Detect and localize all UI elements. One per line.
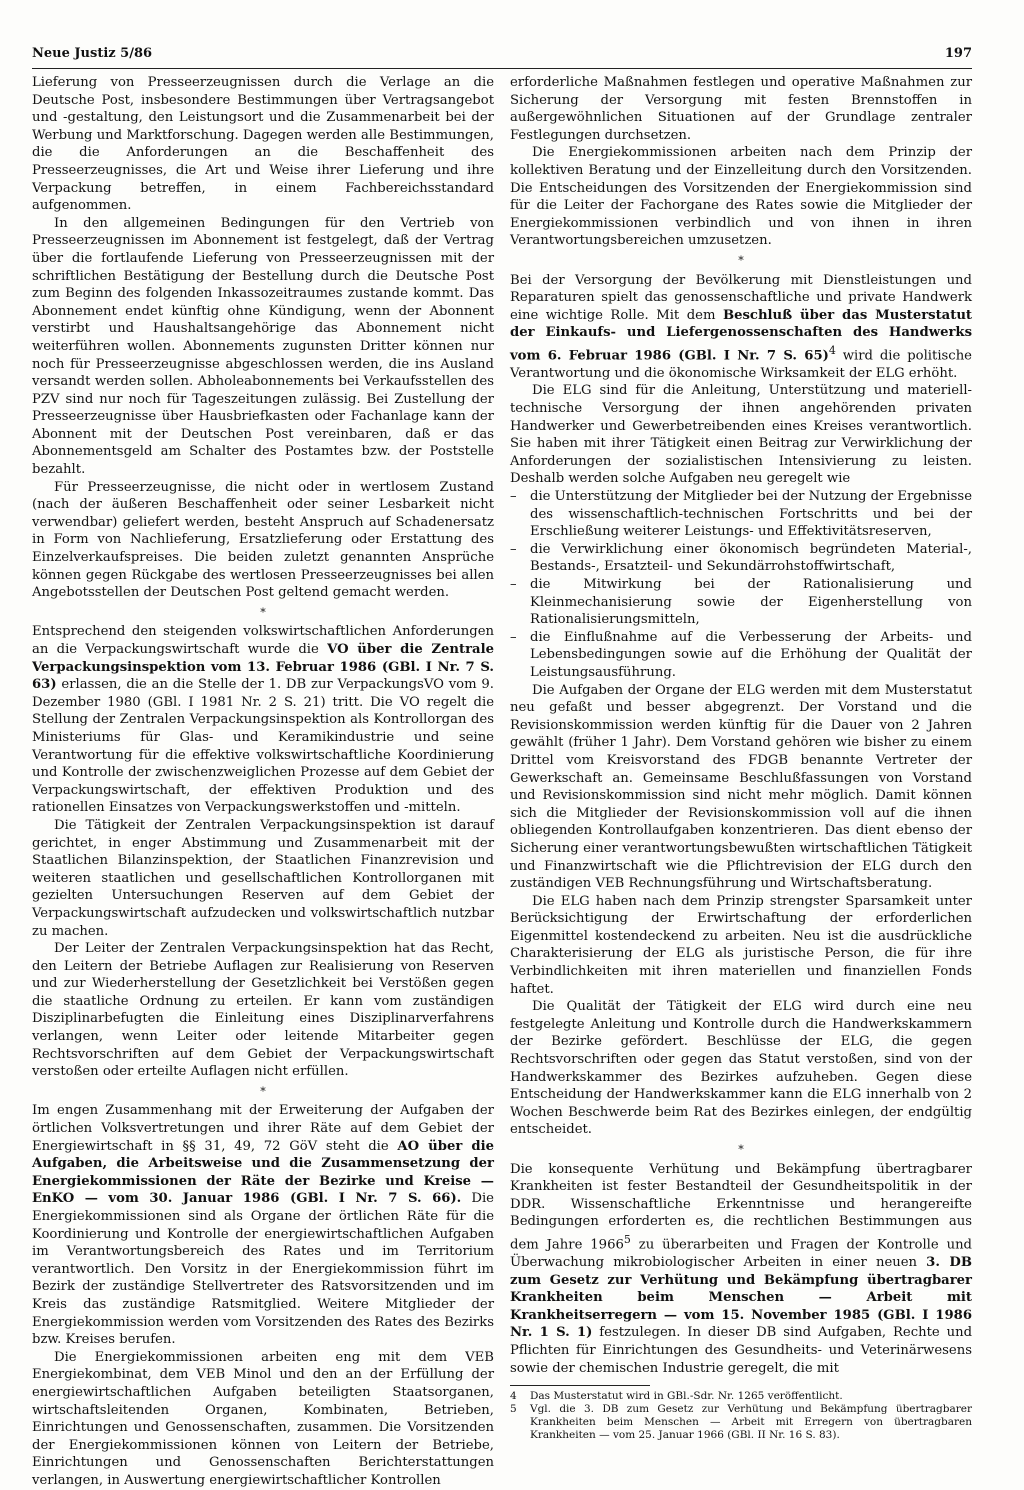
paragraph: erforderliche Maßnahmen festlegen und operative Maßnahmen zur Sicherung der Versorgung mit festen Brennstoffen in außergewöhnlichen Situationen auf der Grundlage zentraler Festlegungen durchsetzen. bbox=[510, 75, 972, 143]
paragraph: Die Energiekommissionen arbeiten nach dem Prinzip der kollektiven Beratung und der Einzelleitung durch den Vorsitzenden. Die Entscheidungen des Vorsitzenden der Energiekommission sind für die Leiter der Fachorgane des Rates sowie die Mitglieder der Energiekommissionen verbindlich und von ihnen in ihren Verantwortungsbereichen umzusetzen. bbox=[510, 145, 972, 249]
page-number: 197 bbox=[944, 46, 972, 61]
paragraph: Die ELG haben nach dem Prinzip strengster Sparsamkeit unter Berücksichtigung der Erwirtschaftung der erforderlichen Eigenmittel kostendeckend zu arbeiten. Neu ist die ausdrückliche Charakterisierung der ELG als juristische Person, die für ihre Verbindlichkeiten mit ihren materiellen und finanziellen Fonds haftet. bbox=[510, 893, 972, 997]
legal-reference: AO über die Aufgaben, die Arbeitsweise und die Zusammensetzung der Energiekommissionen der Räte der Bezirke und Kreise — EnKO — vom 30. Januar 1986 (GBl. I Nr. 7 S. 66). bbox=[32, 1138, 495, 1207]
header-rule bbox=[32, 68, 972, 69]
list-item: – die Verwirklichung einer ökonomisch begründeten Material-, Bestands-, Ersatzteil- und Sekundärrohstoffwirtschaft, bbox=[510, 541, 972, 576]
footnote-text: Das Musterstatut wird in GBl.-Sdr. Nr. 1265 veröffentlicht. bbox=[530, 1390, 843, 1403]
paragraph bbox=[32, 1102, 494, 1348]
paragraph: Die Energiekommissionen arbeiten eng mit dem VEB Energiekombinat, dem VEB Minol und den an der Erfüllung der energiewirtschaftlichen Aufgaben beteiligten Staatsorganen, wirtschaftsleitenden Organen, Kombinaten, Betrieben, Einrichtungen und Genossenschaften, zusammen. Die Vorsitzenden der Energiekommissionen können von Leitern der Betriebe, Einrichtungen und Genossenschaften Berichterstattungen verlangen, in Auswertung energiewirtschaftlicher Kontrollen bbox=[32, 1349, 494, 1488]
text-run: Im engen Zusammenhang mit der Erweiterung der Aufgaben der örtlichen Volksvertretungen und ihrer Räte auf dem Gebiet der Energiewirtschaft in §§ 31, 49, 72 GöV steht die bbox=[32, 1103, 494, 1154]
section-separator: * bbox=[260, 1084, 266, 1098]
running-header bbox=[32, 40, 972, 62]
text-run: Die Energiekommissionen sind als Organe der örtlichen Räte für die Koordinierung und Kontrolle der energiewirtschaftlichen Aufgaben im Verantwortungsbereich des Rates und im Territorium verantwortlich. Den Vorsitz in der Energiekommission führt im Bezirk der zuständige Stellvertreter des Ratsvorsitzenden und im Kreis das zuständige Ratsmitglied. Weitere Mitglieder der Energiekommission werden vom Vorsitzenden des Rates des Bezirks bzw. Kreises berufen. bbox=[32, 1191, 494, 1348]
paragraph: Die Tätigkeit der Zentralen Verpackungsinspektion ist darauf gerichtet, in enger Abstimmung und Zusammenarbeit mit der Staatlichen Bilanzinspektion, der Staatlichen Finanzrevision und weiteren staatlichen und gesellschaftlichen Kontrollorganen mit gezielten Untersuchungen Reserven auf dem Gebiet der Verpackungswirtschaft aufzudecken und volkswirtschaftlich nutzbar zu machen. bbox=[32, 817, 494, 939]
legal-reference: Beschluß über das Musterstatut der Einkaufs- und Liefergenossenschaften des Handwerks vom 6. Februar 1986 (GBl. I Nr. 7 S. 65) bbox=[510, 307, 972, 364]
paragraph: Die ELG sind für die Anleitung, Unterstützung und materiell-technische Versorgung der ihnen angehörenden privaten Handwerker und Gewerbetreibenden eines Kreises verantwortlich. Sie haben mit ihrer Tätigkeit einen Beitrag zur Verwirklichung der Anforderungen der sozialistischen Intensivierung zu leisten. Deshalb werden solche Aufgaben neu geregelt wie bbox=[510, 383, 972, 487]
list-item: – die Unterstützung der Mitglieder bei der Nutzung der Ergebnisse des wissenschaftlich-technischen Fortschritts und bei der Erschließung weiterer Leistungs- und Effektivitätsreserven, bbox=[510, 488, 972, 541]
section-separator: * bbox=[738, 253, 744, 267]
right-column bbox=[510, 74, 972, 1442]
paragraph: Lieferung von Presseerzeugnissen durch die Verlage an die Deutsche Post, insbesondere Bestimmungen über Vertragsangebot und -gestaltung, den Leistungsort und die Zusammenarbeit bei der Werbung und Marktforschung. Dagegen werden alle Bestimmungen, die die Anforderungen an die Beschaffenheit des Presseerzeugnisses, die Art und Weise ihrer Lieferung und ihre Verpackung betreffen, in einem Fachbereichsstandard aufgenommen. bbox=[32, 75, 494, 214]
footnote-text: Vgl. die 3. DB zum Gesetz zur Verhütung und Bekämpfung übertragbarer Krankheiten beim Menschen — Arbeit mit Erregern von übertragbaren Krankheiten — vom 25. Januar 1966 (GBl. II Nr. 16 S. 83). bbox=[530, 1403, 972, 1442]
text-run: erlassen, die an die Stelle der 1. DB zur VerpackungsVO vom 9. Dezember 1980 (GBl. I 1981 Nr. 2 S. 21) tritt. Die VO regelt die Stellung der Zentralen Verpackungsinspektion als Kontrollorgan des Ministeriums für Glas- und Keramikindustrie und seine Verantwortung für die effektive volkswirtschaftliche Koordinierung und Kontrolle der zwischenzweiglichen Prozesse auf dem Gebiet der Verpackungswirtschaft, der effektiven Produktion und des rationellen Einsatzes von Verpackungswerkstoffen und -mitteln. bbox=[32, 677, 494, 816]
footnote-number: 4 bbox=[510, 1390, 517, 1403]
footnote-ref: 4 bbox=[828, 343, 836, 357]
paragraph bbox=[510, 1161, 972, 1378]
journal-title: Neue Justiz 5/86 bbox=[32, 46, 153, 61]
paragraph: Die Aufgaben der Organe der ELG werden mit dem Musterstatut neu gefaßt und besser abgegrenzt. Der Vorstand und die Revisionskommission werden künftig für die Dauer von 2 Jahren gewählt (früher 1 Jahr). Dem Vorstand gehören wie bisher zu einem Drittel vom Kreisvorstand des FDGB benannte Vertreter der Gewerkschaft an. Gemeinsame Beschlußfassungen von Vorstand und Revisionskommission sind nicht mehr möglich. Damit können sich die Mitglieder der Revisionskommission voll auf die ihnen obliegenden Kontrollaufgaben konzentrieren. Das dient ebenso der Sicherung einer verantwortungsbewußten wirtschaftlichen Tätigkeit und Finanzwirtschaft wie die Pflichtrevision der ELG durch den zuständigen VEB Rechnungsführung und Wirtschaftsberatung. bbox=[510, 682, 972, 892]
footnote bbox=[510, 1403, 972, 1442]
list-item: – die Mitwirkung bei der Rationalisierung und Kleinmechanisierung sowie der Eigenherstellung von Rationalisierungsmitteln, bbox=[510, 576, 972, 629]
footnote-number: 5 bbox=[510, 1403, 517, 1416]
text-run: Die konsequente Verhütung und Bekämpfung übertragbarer Krankheiten ist fester Bestandteil der Gesundheitspolitik in der DDR. Wissenschaftliche Erkenntnisse und herangereifte Bedingungen erforderten es, die rechtlichen Bestimmungen aus dem Jahre 1966 bbox=[510, 1161, 972, 1253]
legal-reference: VO über die Zentrale Verpackungsinspektion vom 13. Februar 1986 (GBl. I Nr. 7 S. 63) bbox=[32, 642, 494, 693]
section-separator: * bbox=[260, 605, 266, 619]
text-run: zu überarbeiten und Fragen der Kontrolle und Überwachung mikrobiologischer Arbeiten in einer neuen bbox=[510, 1237, 973, 1270]
legal-reference: 3. DB zum Gesetz zur Verhütung und Bekämpfung übertragbarer Krankheiten beim Menschen — Arbeit mit Krankheitserregern — vom 15. November 1985 (GBl. I 1986 Nr. 1 S. 1) bbox=[510, 1254, 972, 1341]
text-run: Entsprechend den steigenden volkswirtschaftlichen Anforderungen an die Verpackungswirtschaft wurde die bbox=[32, 624, 494, 657]
paragraph bbox=[510, 272, 972, 383]
paragraph: Für Presseerzeugnisse, die nicht oder in wertlosem Zustand (nach der äußeren Beschaffenheit oder seiner Lesbarkeit nicht verwendbar) geliefert werden, besteht Anspruch auf Schadenersatz in Form von Nachlieferung, Ersatzlieferung oder Erstattung des Einzelverkaufspreises. Die beiden zuletzt genannten Ansprüche können gegen Rückgabe des wertlosen Presseerzeugnisses bei allen Angebotsstellen der Deutschen Post geltend gemacht werden. bbox=[32, 479, 494, 601]
paragraph: Der Leiter der Zentralen Verpackungsinspektion hat das Recht, den Leitern der Betriebe Auflagen zur Realisierung von Reserven und zur Wiederherstellung der Gesetzlichkeit bei Verstößen gegen die staatliche Ordnung zu erteilen. Er kann vom zuständigen Disziplinarbefugten die Einleitung eines Disziplinarverfahrens verlangen, wenn Leiter oder leitende Mitarbeiter gegen Rechtsvorschriften auf dem Gebiet der Verpackungswirtschaft verstoßen oder erteilte Auflagen nicht erfüllen. bbox=[32, 941, 494, 1080]
paragraph: In den allgemeinen Bedingungen für den Vertrieb von Presseerzeugnissen im Abonnement ist festgelegt, daß der Vertrag über die fortlaufende Lieferung von Presseerzeugnissen mit der schriftlichen Bestätigung der Bestellung durch die Deutsche Post zum Beginn des folgenden Inkassozeitraumes zustande kommt. Das Abonnement endet künftig ohne Kündigung, wenn der Abonnent verstirbt und Haushaltsangehörige das Abonnement nicht weiterführen wollen. Abonnements zugunsten Dritter können nur noch für Presseerzeugnisse abgeschlossen werden, die ins Ausland versandt werden sollen. Abholeabonnements bei Verkaufsstellen des PZV sind nur noch für Tageszeitungen zulässig. Bei Zustellung der Presseerzeugnisse über Hausbriefkasten oder Fachanlage kann der Abonnent mit der Deutschen Post vereinbaren, daß er das Abonnementsgeld am Schalter des Postamtes bzw. der Poststelle bezahlt. bbox=[32, 215, 494, 478]
footnote-ref: 5 bbox=[623, 1232, 631, 1246]
text-run: Bei der Versorgung der Bevölkerung mit Dienstleistungen und Reparaturen spielt das genossenschaftliche und private Handwerk eine wichtige Rolle. Mit dem bbox=[510, 272, 972, 323]
section-separator: * bbox=[738, 1143, 744, 1157]
footnote-rule bbox=[510, 1385, 650, 1386]
paragraph bbox=[32, 623, 494, 817]
task-list bbox=[510, 488, 972, 682]
left-column bbox=[32, 74, 494, 1490]
text-run: wird die politische Verantwortung und die ökonomische Wirksamkeit der ELG erhöht. bbox=[510, 348, 972, 381]
paragraph: Die Qualität der Tätigkeit der ELG wird durch eine neu festgelegte Anleitung und Kontrolle durch die Handwerkskammern der Bezirke gefördert. Beschlüsse der ELG, die gegen Rechtsvorschriften oder gegen das Statut verstoßen, sind von der Handwerkskammer des Bezirkes aufzuheben. Gegen diese Entscheidung der Handwerkskammer kann die ELG innerhalb von 2 Wochen Beschwerde beim Rat des Bezirkes einlegen, der endgültig entscheidet. bbox=[510, 999, 972, 1138]
list-item: – die Einflußnahme auf die Verbesserung der Arbeits- und Lebensbedingungen sowie auf die Erhöhung der Qualität der Leistungsausführung. bbox=[510, 629, 972, 682]
text-run: festzulegen. In dieser DB sind Aufgaben, Rechte und Pflichten für Einrichtungen des Gesundheits- und Veterinärwesens sowie der chemischen Industrie geregelt, die mit bbox=[510, 1325, 973, 1376]
footnote bbox=[510, 1390, 972, 1403]
